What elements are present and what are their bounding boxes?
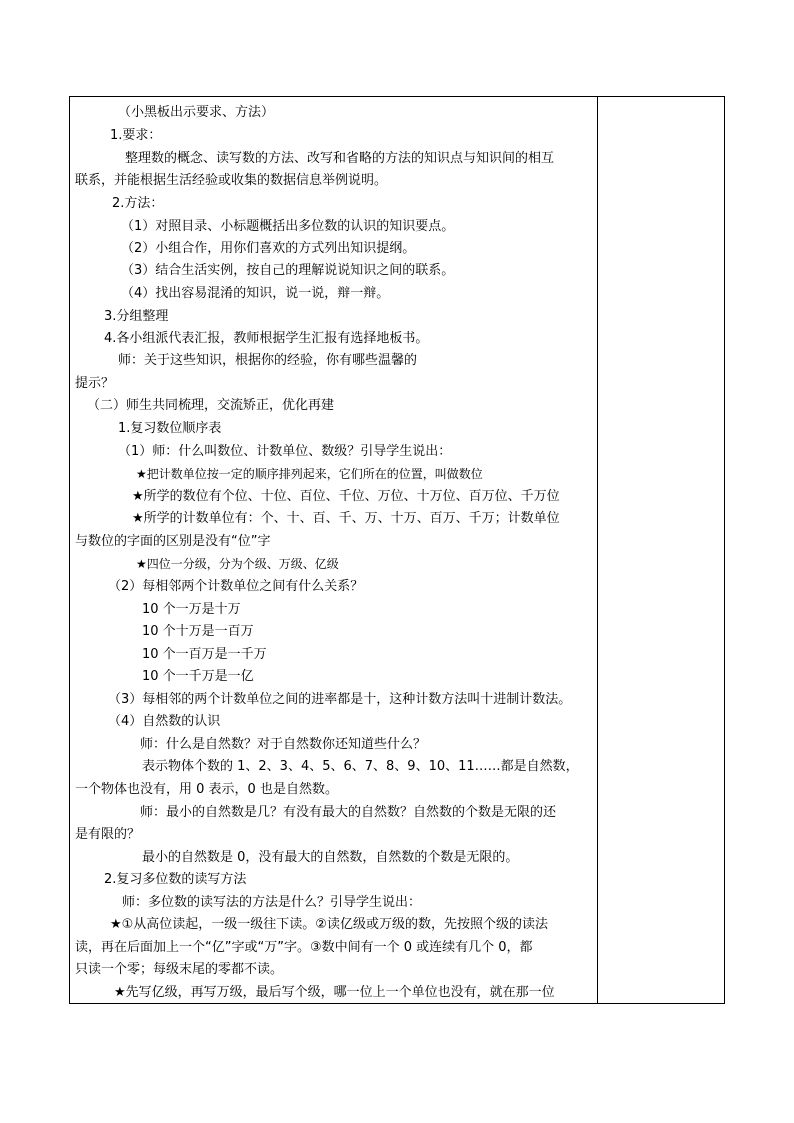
text-line: （小黑板出示要求、方法）	[118, 105, 275, 120]
text-line: 表示物体个数的 1、2、3、4、5、6、7、8、9、10、11……都是自然数，	[142, 759, 579, 774]
text-line: 10 个十万是一百万	[142, 624, 254, 639]
text-line: 10 个一千万是一亿	[142, 669, 254, 684]
text-line: （4）找出容易混淆的知识，说一说，辩一辩。	[121, 286, 390, 301]
text-line: 只读一个零；每级末尾的零都不读。	[75, 962, 284, 977]
text-line: （1）对照目录、小标题概括出多位数的认识的知识要点。	[121, 219, 455, 234]
text-line: 最小的自然数是 0，没有最大的自然数，自然数的个数是无限的。	[142, 850, 519, 865]
text-line: 1.复习数位顺序表	[118, 421, 222, 436]
text-line: 读，再在后面加上一个“亿”字或“万”字。③数中间有一个 0 或连续有几个 0，都	[75, 940, 533, 955]
text-line: 10 个一百万是一千万	[142, 647, 267, 662]
text-line: （1）师：什么叫数位、计数单位、数级？引导学生说出：	[118, 444, 452, 459]
text-line: 3.分组整理	[104, 309, 169, 324]
text-line: 一个物体也没有，用 0 表示，0 也是自然数。	[75, 782, 338, 797]
text-line: 2.方法：	[112, 196, 164, 211]
text-line: 师：关于这些知识，根据你的经验，你有哪些温馨的	[118, 353, 418, 368]
text-line: ★把计数单位按一定的顺序排列起来，它们所在的位置，叫做数位	[136, 467, 483, 481]
text-line: （2）小组合作，用你们喜欢的方式列出知识提纲。	[121, 241, 416, 256]
text-line: 师：多位数的读写法的方法是什么？引导学生说出：	[122, 895, 422, 910]
text-line: ★所学的计数单位有：个、十、百、千、万、十万、百万、千万；计数单位	[132, 511, 560, 526]
text-line: 与数位的字面的区别是没有“位”字	[75, 534, 271, 549]
lesson-content-cell	[70, 97, 597, 1003]
text-line: 4.各小组派代表汇报，教师根据学生汇报有选择地板书。	[104, 331, 429, 346]
text-line: ★①从高位读起，一级一级往下读。②读亿级或万级的数，先按照个级的读法	[110, 917, 548, 932]
lesson-table	[69, 96, 725, 1004]
text-line: ★四位一分级，分为个级、万级、亿级	[136, 557, 339, 571]
text-line: 提示？	[75, 376, 115, 391]
text-line: （3）结合生活实例，按自己的理解说说知识之间的联系。	[121, 263, 455, 278]
text-line: （4）自然数的认识	[108, 714, 221, 729]
notes-cell	[598, 97, 724, 1003]
text-line: 联系，并能根据生活经验或收集的数据信息举例说明。	[75, 173, 388, 188]
text-line: （二）师生共同梳理，交流矫正，优化再建	[87, 398, 335, 413]
text-line: 整理数的概念、读写数的方法、改写和省略的方法的知识点与知识间的相互	[125, 151, 555, 166]
text-line: 2.复习多位数的读写方法	[104, 872, 247, 887]
text-line: 10 个一万是十万	[142, 602, 241, 617]
text-line: （3）每相邻的两个计数单位之间的进率都是十，这种计数方法叫十进制计数法。	[108, 692, 572, 707]
text-line: 是有限的？	[75, 827, 141, 842]
text-line: 师：什么是自然数？对于自然数你还知道些什么？	[140, 737, 427, 752]
text-line: 1.要求：	[110, 128, 162, 143]
text-line: ★先写亿级，再写万级，最后写个级，哪一位上一个单位也没有，就在那一位	[114, 985, 555, 1000]
text-line: 师：最小的自然数是几？有没有最大的自然数？自然数的个数是无限的还	[140, 805, 557, 820]
text-line: （2）每相邻两个计数单位之间有什么关系？	[108, 579, 364, 594]
text-line: ★所学的数位有个位、十位、百位、千位、万位、十万位、百万位、千万位	[132, 489, 560, 504]
